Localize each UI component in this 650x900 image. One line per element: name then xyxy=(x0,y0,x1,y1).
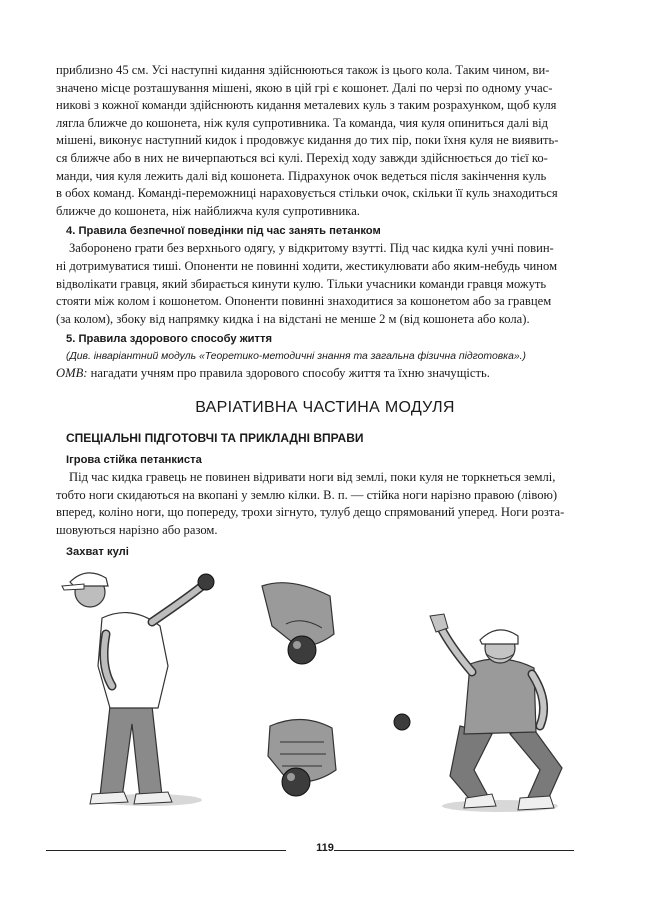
page-number: 119 xyxy=(316,842,334,854)
line: значено місце розташування мішені, якою в цій грі є кошонет. Далі по черзі по одному учас- xyxy=(56,80,553,95)
line: ся ближче або в них не вичерпаються всі кулі. Перехід ходу завжди здійснюється до тієї ко- xyxy=(56,150,548,165)
heading-safety-rules: 4. Правила безпечної поведінки під час занять петанком xyxy=(66,225,381,238)
line: манди, чия куля лежить далі від кошонета. Підрахунок очок ведеться після закінчення куль xyxy=(56,168,547,183)
line: стояти між колом і кошонетом. Опоненти повинні знаходитися за кошонетом або за гравцем xyxy=(56,294,552,309)
line: ближче до кошонета, ніж найближча куля супротивника. xyxy=(56,203,360,218)
line: Під час кидка гравець не повинен відривати ноги від землі, поки куля не торкнеться землі, xyxy=(69,470,556,484)
omv-note xyxy=(56,365,574,383)
line: в обох команд. Команді-переможниці нараховується стільки очок, скільки її куль знаходиться xyxy=(56,186,558,201)
cochonnet-ball xyxy=(394,714,410,730)
paragraph-rules-continued xyxy=(56,62,574,220)
player-squat-illustration xyxy=(430,614,562,812)
line: шовуються нарізно або разом. xyxy=(56,522,218,537)
paragraph-stance xyxy=(56,469,574,539)
line: (за колом), збоку від напрямку кидка і на відстані не менше 2 м (від кошонета або кола). xyxy=(56,311,530,326)
main-text-block xyxy=(56,62,574,383)
section-title: ВАРІАТИВНА ЧАСТИНА МОДУЛЯ xyxy=(195,399,455,416)
reference-note: (Див. інваріантний модуль «Теоретико-методичні знання та загальна фізична підготовка».) xyxy=(66,351,526,363)
line: никові з кожної команди здійснюють кидання металевих куль з таким розрахунком, щоб куля xyxy=(56,98,557,113)
line: приблизно 45 см. Усі наступні кидання здійснюються також із цього кола. Таким чином, ви- xyxy=(56,63,550,77)
line: тобто ноги скидаються на вкопані у землю кілки. В. п. — стійка ноги нарізно правою (лівою) xyxy=(56,487,558,502)
heading-grip: Захват кулі xyxy=(66,546,129,559)
sub-title: СПЕЦІАЛЬНІ ПІДГОТОВЧІ ТА ПРИКЛАДНІ ВПРАВИ xyxy=(66,431,364,445)
heading-stance: Ігрова стійка петанкиста xyxy=(66,454,202,466)
stance-block xyxy=(56,452,574,561)
paragraph-safety-rules xyxy=(56,240,574,328)
omv-label: ОМВ: xyxy=(56,366,88,381)
grip-bottom-illustration xyxy=(268,719,336,796)
player-standing-illustration xyxy=(62,573,214,806)
line: ні дотримуватися тиші. Опоненти не повинні ходити, жестикулювати або яким-небудь чином xyxy=(56,258,558,273)
heading-healthy-lifestyle: 5. Правила здорового способу життя xyxy=(66,333,273,346)
grip-top-illustration xyxy=(262,583,334,664)
omv-text: нагадати учням про правила здорового способу життя та їхню значущість. xyxy=(87,366,490,381)
line: Заборонено грати без верхнього одягу, у відкритому взутті. Під час кидка кулі учні повин- xyxy=(69,241,554,256)
line: вперед, коліно ноги, що попереду, трохи зігнуто, тулуб дещо спрямований уперед. Ноги розта- xyxy=(56,505,565,520)
line: відволікати гравця, який збирається кинути кулю. Тільки учасники команди гравця можуть xyxy=(56,276,547,291)
illustrations xyxy=(40,556,600,818)
line: мішені, виконує наступний кидок і продовжує кидання до тих пір, поки їхня куля не виявить- xyxy=(56,133,559,148)
line: лягла ближче до кошонета, ніж куля супротивника. Та команда, чия куля опиниться далі від xyxy=(56,115,549,130)
